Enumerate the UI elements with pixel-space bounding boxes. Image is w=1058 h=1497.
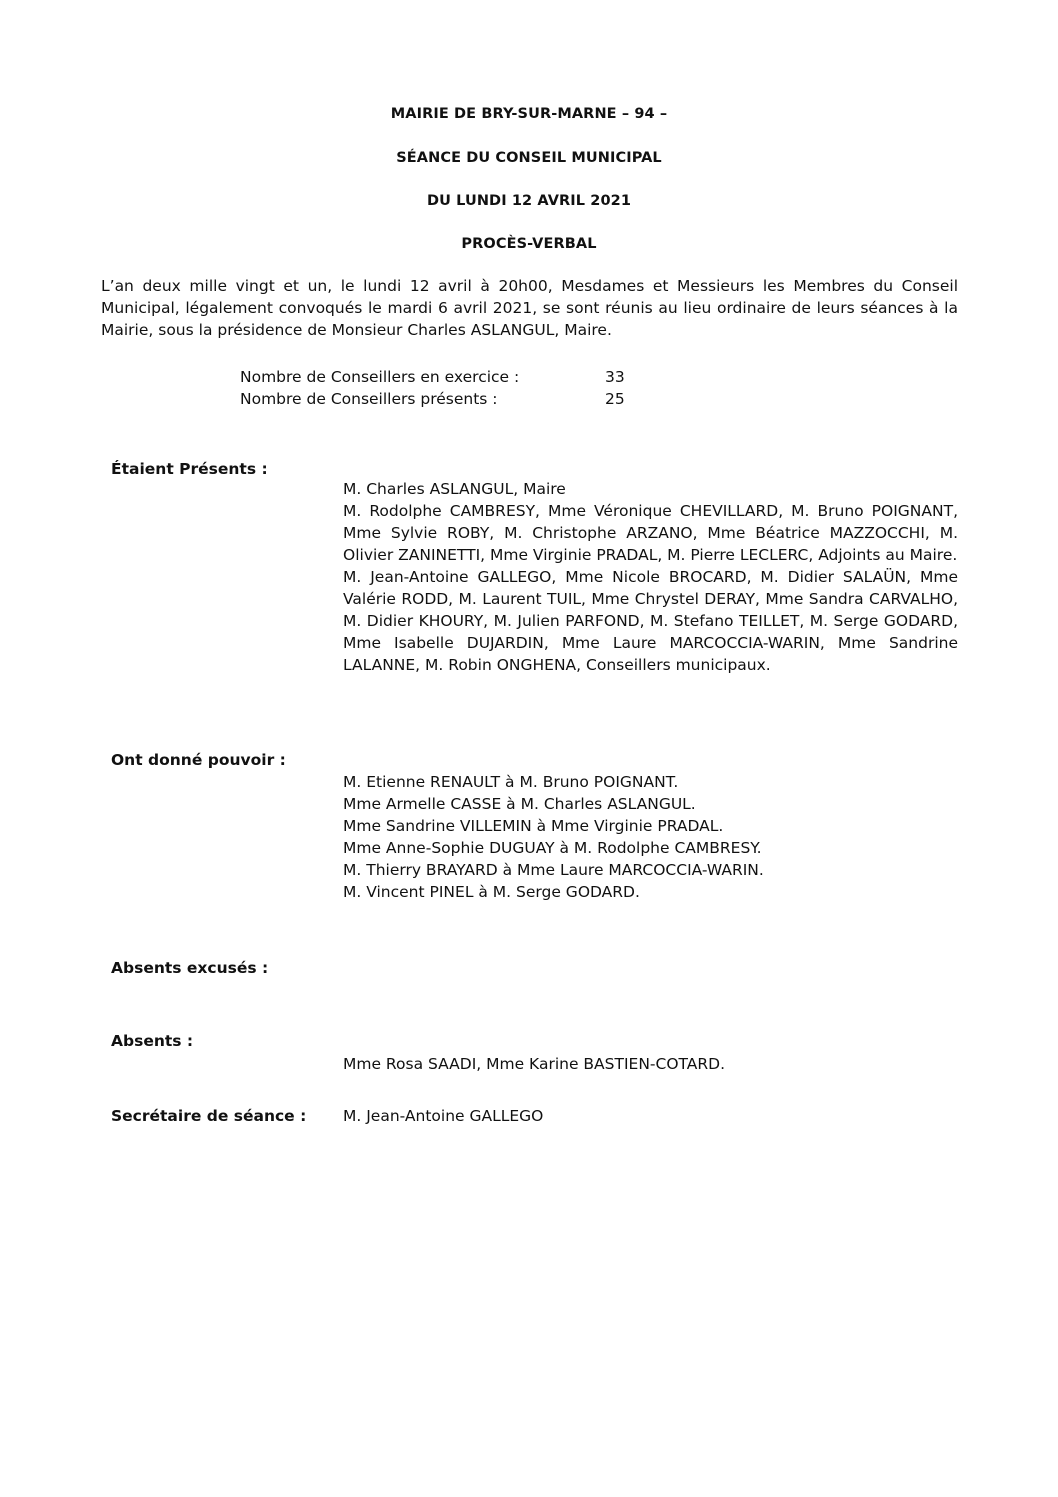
pouvoir-item: Mme Sandrine VILLEMIN à Mme Virginie PRADAL. <box>343 817 724 835</box>
counts-block <box>240 366 740 410</box>
absents-text: Mme Rosa SAADI, Mme Karine BASTIEN-COTARD. <box>343 1055 726 1073</box>
pouvoir-item: M. Etienne RENAULT à M. Bruno POIGNANT. <box>343 773 679 791</box>
count-presents-row <box>240 388 740 410</box>
pouvoir-item: Mme Anne-Sophie DUGUAY à M. Rodolphe CAMBRESY. <box>343 839 762 857</box>
count-exercice-value: 33 <box>605 368 625 386</box>
presents-conseillers: M. Jean-Antoine GALLEGO, Mme Nicole BROCARD, M. Didier SALAÜN, Mme Valérie RODD, M. Laurent TUIL, Mme Chrystel DERAY, Mme Sandra CARVALHO, M. Didier KHOURY, M. Julien PARFOND, M. Stefano TEILLET, M. Serge GODARD, Mme Isabelle DUJARDIN, Mme Laure MARCOCCIA-WARIN, Mme Sandrine LALANNE, M. Robin ONGHENA, Conseillers municipaux. <box>343 568 958 674</box>
presents-label: Étaient Présents : <box>111 460 268 478</box>
secretaire-label: Secrétaire de séance : <box>111 1107 307 1125</box>
pouvoir-item: M. Vincent PINEL à M. Serge GODARD. <box>343 883 640 901</box>
pouvoir-label: Ont donné pouvoir : <box>111 751 286 769</box>
absents-label: Absents : <box>111 1032 194 1050</box>
pouvoir-item: Mme Armelle CASSE à M. Charles ASLANGUL. <box>343 795 696 813</box>
count-presents-label: Nombre de Conseillers présents : <box>240 390 498 408</box>
presents-adjoints: M. Rodolphe CAMBRESY, Mme Véronique CHEVILLARD, M. Bruno POIGNANT, Mme Sylvie ROBY, M. Christophe ARZANO, Mme Béatrice MAZZOCCHI, M. Olivier ZANINETTI, Mme Virginie PRADAL, M. Pierre LECLERC, Adjoints au Maire. <box>343 502 958 564</box>
pouvoir-list <box>343 771 958 903</box>
count-presents-value: 25 <box>605 390 625 408</box>
intro-paragraph: L’an deux mille vingt et un, le lundi 12 avril à 20h00, Mesdames et Messieurs les Membres du Conseil Municipal, légalement convoqués le mardi 6 avril 2021, se sont réunis au lieu ordinaire de leurs séances à la Mairie, sous la présidence de Monsieur Charles ASLANGUL, Maire. <box>101 277 958 339</box>
excuses-label: Absents excusés : <box>111 959 269 977</box>
header-seance: SÉANCE DU CONSEIL MUNICIPAL <box>396 150 662 166</box>
header-proces-verbal: PROCÈS-VERBAL <box>461 236 597 252</box>
presents-body <box>343 478 958 676</box>
header-mairie: MAIRIE DE BRY-SUR-MARNE – 94 – <box>390 106 668 122</box>
header-date: DU LUNDI 12 AVRIL 2021 <box>426 193 632 209</box>
pouvoir-item: M. Thierry BRAYARD à Mme Laure MARCOCCIA-WARIN. <box>343 861 764 879</box>
secretaire-text: M. Jean-Antoine GALLEGO <box>343 1107 544 1125</box>
count-exercice-row <box>240 366 740 388</box>
count-exercice-label: Nombre de Conseillers en exercice : <box>240 368 520 386</box>
presents-maire: M. Charles ASLANGUL, Maire <box>343 480 566 498</box>
